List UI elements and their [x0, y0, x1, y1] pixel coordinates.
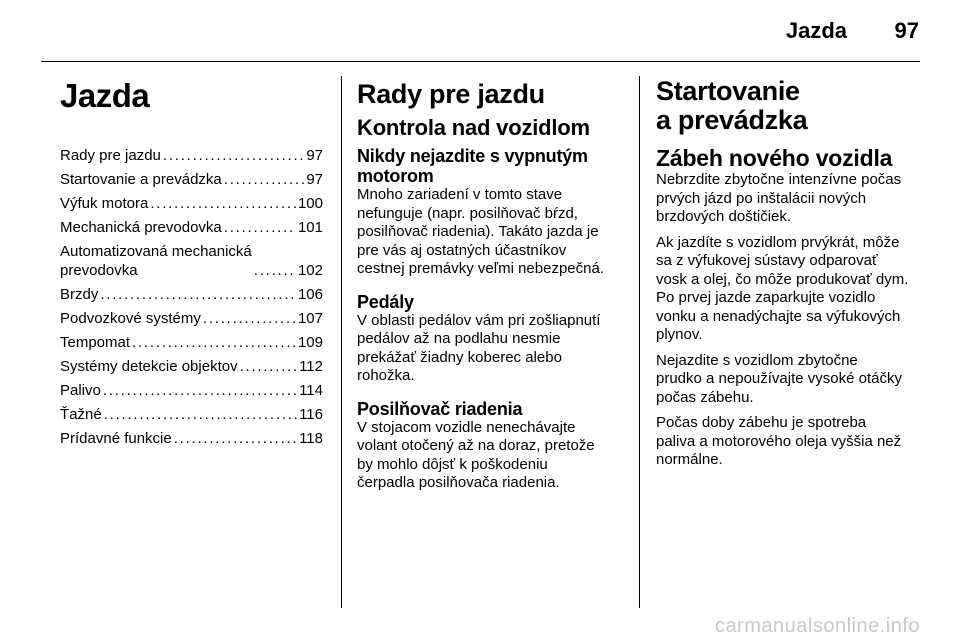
section-subheading: Zábeh nového vozidla	[656, 145, 893, 171]
topic-text: V stojacom vozidle nenechávajte volant otočený až na doraz, pretože by mohlo dôjsť k poškodeniu čerpadla posilňovača riadenia.	[357, 418, 595, 491]
toc-entry-label-line1: Automatizovaná mechanická	[60, 243, 252, 260]
toc-entry-label: Mechanická prevodovka	[60, 219, 222, 236]
toc-entry-label: prevodovka	[60, 262, 138, 279]
driving-tips-column	[357, 74, 622, 506]
section-heading	[656, 77, 926, 135]
toc-entry-page: 112	[299, 358, 323, 375]
paragraph: Nejazdite s vozidlom zbytočne prudko a nepoužívajte vysoké otáčky počas zábehu.	[656, 351, 902, 406]
toc-entry[interactable]	[60, 146, 323, 165]
toc-entry-label: Podvozkové systémy	[60, 310, 201, 327]
toc-entry-page: 100	[297, 195, 323, 212]
toc-entry[interactable]	[60, 285, 323, 304]
column-divider	[639, 76, 640, 608]
header-title: Jazda	[785, 18, 847, 43]
toc-entry[interactable]	[60, 242, 323, 280]
section-heading: Rady pre jazdu	[357, 79, 545, 109]
toc-entry-page: 106	[297, 286, 323, 303]
toc-entry[interactable]	[60, 429, 323, 448]
table-of-contents	[60, 146, 323, 448]
toc-entry-page: 116	[299, 406, 323, 423]
page-number: 97	[894, 18, 919, 43]
toc-entry[interactable]	[60, 333, 323, 352]
starting-column	[656, 74, 926, 477]
topic-text: V oblasti pedálov vám pri zošliapnutí pedálov až na podlahu nesmie prekážať žiadny koberec alebo rohožka.	[357, 311, 601, 384]
toc-entry-page: 107	[297, 310, 323, 327]
toc-entry-label: Prídavné funkcie	[60, 430, 172, 447]
topic-heading: Nikdy nejazdite s vypnutým motorom	[357, 146, 588, 186]
toc-entry-page: 118	[299, 430, 323, 447]
toc-entry-label: Palivo	[60, 382, 101, 399]
section-heading-line1: Startovanie	[656, 76, 800, 106]
toc-entry[interactable]	[60, 218, 323, 237]
toc-entry[interactable]	[60, 381, 323, 400]
toc-entry-page: 97	[306, 171, 323, 188]
section-subheading: Kontrola nad vozidlom	[357, 115, 590, 140]
toc-entry-label: Systémy detekcie objektov	[60, 358, 238, 375]
section-heading-line2: a prevádzka	[656, 105, 808, 135]
paragraph: Nebrzdite zbytočne intenzívne počas prvých jázd po inštalácii nových brzdových doštičiek.	[656, 171, 902, 225]
column-divider	[341, 76, 342, 608]
page-header	[0, 0, 960, 60]
topic-heading: Posilňovač riadenia	[357, 398, 523, 419]
topic-heading: Pedály	[357, 291, 414, 312]
toc-entry-label: Brzdy	[60, 286, 99, 303]
topic-text: Mnoho zariadení v tomto stave nefunguje (napr. posilňovač bŕzd, posilňovač riadenia). Takáto jazda je pre vás aj ostatných účastníkov cestnej premávky veľmi nebezpečná.	[357, 186, 604, 277]
toc-entry-label: Rady pre jazdu	[60, 147, 161, 164]
toc-entry-page: 102	[297, 262, 323, 279]
header-rule	[41, 61, 920, 62]
chapter-title: Jazda	[60, 77, 150, 114]
toc-entry-label: Tempomat	[60, 334, 131, 351]
toc-entry[interactable]	[60, 357, 323, 376]
toc-column	[60, 74, 323, 453]
toc-entry-page: 109	[297, 334, 323, 351]
toc-entry[interactable]	[60, 405, 323, 424]
watermark: carmanualsonline.info	[714, 615, 920, 637]
paragraph: Ak jazdíte s vozidlom prvýkrát, môže sa z výfukovej sústavy odparovať vosk a olej, čo môže produkovať dym. Po prvej jazde zaparkujte vozidlo vonku a nenadýchajte sa výfukových plynov.	[656, 233, 909, 343]
toc-entry-label: Ťažné	[60, 406, 102, 423]
toc-entry-page: 114	[299, 382, 323, 399]
toc-entry[interactable]	[60, 170, 323, 189]
toc-entry[interactable]	[60, 309, 323, 328]
toc-entry-label: Startovanie a prevádzka	[60, 171, 222, 188]
toc-entry-page: 97	[306, 147, 323, 164]
paragraph: Počas doby zábehu je spotreba paliva a motorového oleja vyššia než normálne.	[656, 414, 902, 468]
toc-entry[interactable]	[60, 194, 323, 213]
toc-entry-page: 101	[297, 219, 323, 236]
toc-entry-label: Výfuk motora	[60, 195, 149, 212]
